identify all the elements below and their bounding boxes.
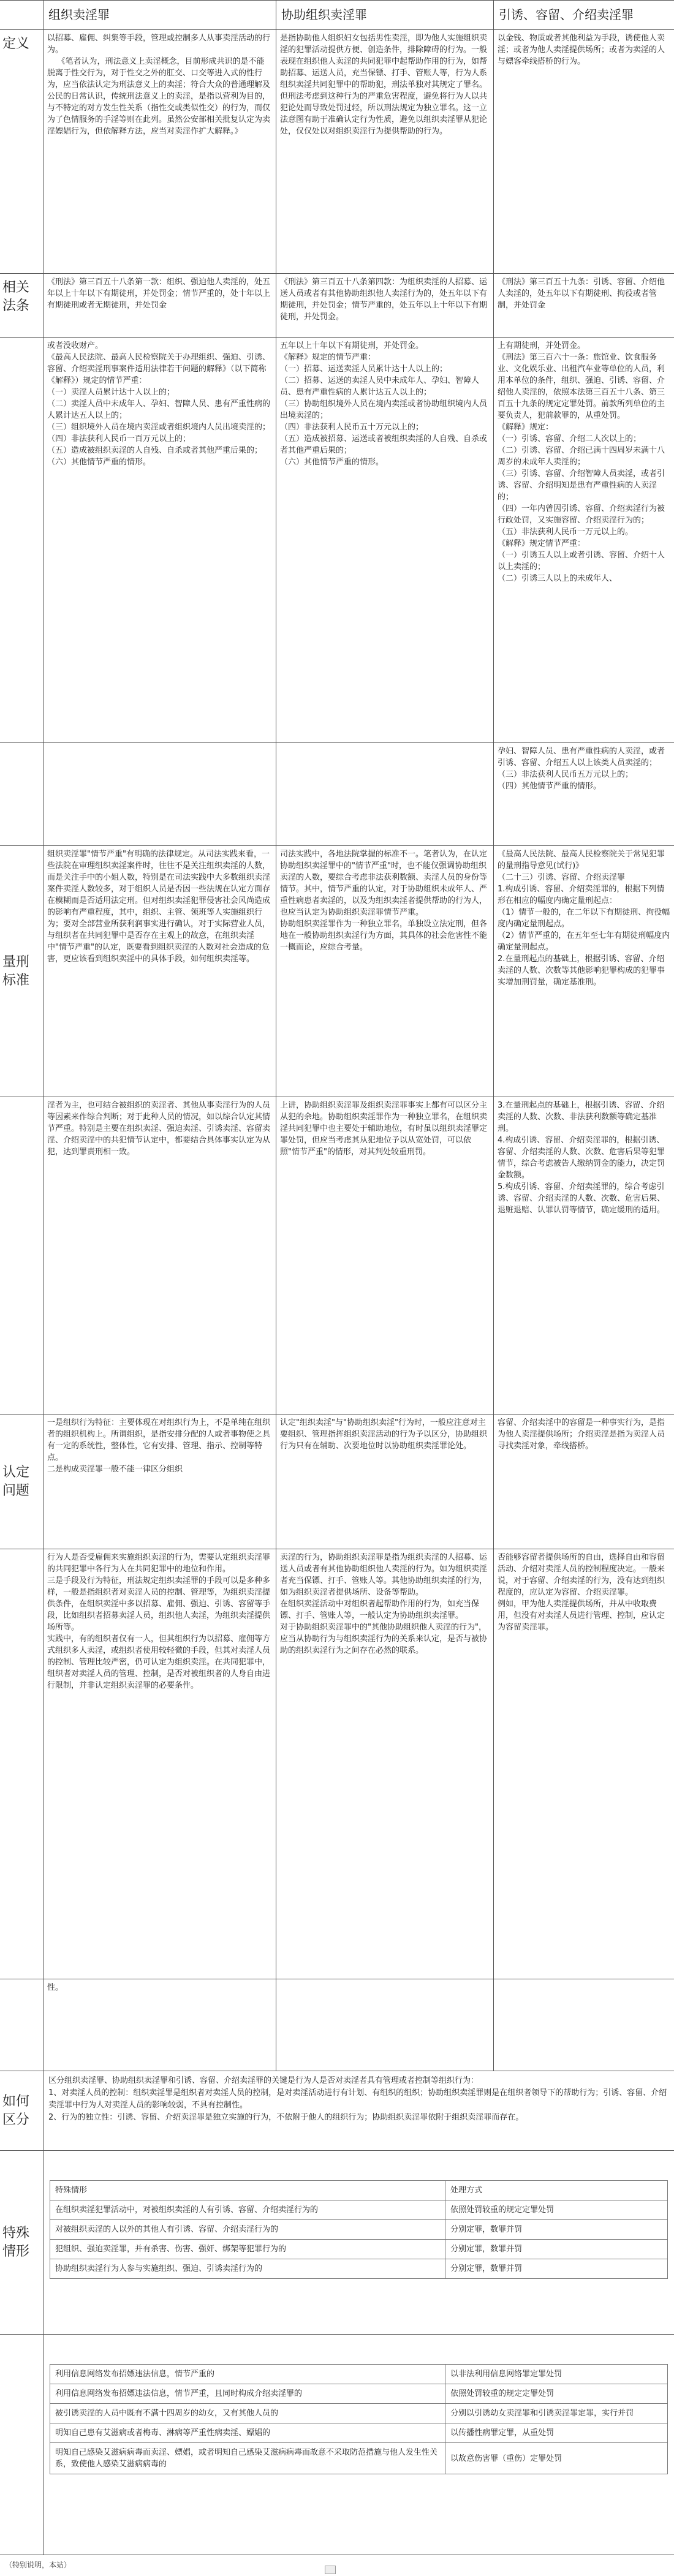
table-row bbox=[50, 2220, 668, 2240]
special-handling: 分别定罪，数罪并罚 bbox=[445, 2240, 668, 2259]
identification-organize-2: 行为人是否受雇佣来实施组织卖淫的行为，需要认定组织卖淫罪的共同犯罪中各行为人在共同犯罪中的地位和作用。 三是手段及行为特征，刑法规定组织卖淫罪的手段可以是多种多样，一般是指组织者对卖淫人员的控制、管理等，为组织卖淫提供条件，在组织卖淫中多以招募、雇佣、强迫、引诱、容留等手段，比如组织者招募卖淫人员，组织他人卖淫，为组织卖淫提供场所等。 实践中，有的组织者仅有一人，但其组织行为以招募、雇佣等方式组织多人卖淫，或组织者使用较轻微的手段，但其对卖淫人员的控制、管理比较严密，仍可认定为组织卖淫。在共同犯罪中，组织者对卖淫人员的管理、控制，是否对被组织者的人身自由进行限制，并非认定组织卖淫罪的必要条件。 bbox=[43, 1549, 276, 1979]
header-assist-organize: 协助组织卖淫罪 bbox=[276, 1, 493, 29]
law-detail-organize: 或者没收财产。 《最高人民法院、最高人民检察院关于办理组织、强迫、引诱、容留、介绍卖淫刑事案件适用法律若干问题的解释》（以下简称《解释》）规定的情节严重： （一）卖淫人员累计达十人以上的； （二）卖淫人员中未成年人、孕妇、智障人员、患有严重性病的人累计达五人以上的； （三）组织境外人员在境内卖淫或者组织境内人员出境卖淫的； （四）非法获利人民币一百万元以上的； （五）造成被组织卖淫的人自残、自杀或者其他严重后果的； （六）其他情节严重的情形。 bbox=[43, 338, 276, 742]
special-th-case: 特殊情形 bbox=[50, 2181, 445, 2200]
special-table-wrap bbox=[43, 2151, 674, 2334]
identification-assist: 认定"组织卖淫"与"协助组织卖淫"行为时，一般应注意对主要组织、管理指挥组织卖淫活动的行为予以区分，协助组织行为只有在辅助、次要地位时以协助组织卖淫罪论处。 bbox=[276, 1415, 493, 1549]
header-organize-prostitution: 组织卖淫罪 bbox=[43, 1, 276, 29]
special-case: 利用信息网络发布招嫖违法信息，情节严重，且同时构成介绍卖淫罪的 bbox=[50, 2384, 445, 2404]
definition-assist: 是指协助他人组织妇女包括男性卖淫，即为他人实施组织卖淫的犯罪活动提供方便、创造条件，排除障碍的行为。一般表现在组织他人卖淫的共同犯罪中起帮助作用的行为，如帮助招募、运送人员，充当保镖、打手、管账人等，行为人系组织卖淫共同犯罪中的帮助犯，刑法单独对其规定了罪名。但刑法考虑到这种行为的严重危害程度，避免将行为人以共犯论处而导致处罚过轻，所以刑法规定为独立罪名。这一立法意图有助于准确认定行为性质，避免以组织卖淫罪从犯论处，仅仅处以对组织卖淫行为提供帮助的行为。 bbox=[276, 30, 493, 273]
special-handling: 以传播性病罪定罪，从重处罚 bbox=[445, 2423, 668, 2443]
special-case: 协助组织卖淫行为人参与实施组织、强迫、引诱卖淫行为的 bbox=[50, 2259, 445, 2279]
special-handling: 分别定罪，数罪并罚 bbox=[445, 2259, 668, 2279]
special-handling: 以故意伤害罪（重伤）定罪处罚 bbox=[445, 2443, 668, 2474]
sentencing-lure-2: 3.在量刑起点的基础上，根据引诱、容留、介绍卖淫的人数、次数、非法获利数额等确定基准刑。 4.构成引诱、容留、介绍卖淫罪的，根据引诱、容留、介绍卖淫的人数、次数、危害后果等犯罪情节，综合考虑被告人缴纳罚金的能力，决定罚金数额。 5.构成引诱、容留、介绍卖淫罪的，综合考虑引诱、容留、介绍卖淫的人数、次数、危害后果、退赃退赔、认罪认罚等情节，确定缓刑的适用。 bbox=[493, 1097, 674, 1414]
identification-organize: 一是组织行为特征：主要体现在对组织行为上，不是单纯在组织者的组织机构上。所谓组织，是指安排分配的人或者事物使之具有一定的系统性，整体性，它有安排、管理、指示、控制等特点。 二是构成卖淫罪一般不能一律区分组织 bbox=[43, 1415, 276, 1549]
special-case: 被引诱卖淫的人员中既有不满十四周岁的幼女，又有其他人员的 bbox=[50, 2404, 445, 2423]
law-detail-row-2 bbox=[0, 742, 674, 845]
special-case: 利用信息网络发布招嫖违法信息，情节严重的 bbox=[50, 2365, 445, 2384]
law-detail-label bbox=[0, 338, 43, 742]
special-case: 明知自己患有艾滋病或者梅毒、淋病等严重性病卖淫、嫖娼的 bbox=[50, 2423, 445, 2443]
law-label: 相关法条 bbox=[2, 280, 30, 314]
table-row bbox=[50, 2443, 668, 2474]
footer-note: （特别说明，本站） bbox=[5, 2561, 72, 2569]
special-row-2 bbox=[0, 2334, 674, 2555]
law-detail-row bbox=[0, 337, 674, 742]
special-label: 特殊情形 bbox=[2, 2225, 30, 2259]
distinguish-text: 区分组织卖淫罪、协助组织卖淫罪和引诱、容留、介绍卖淫罪的关键是行为人是否对卖淫者具有管理或者控制等组织行为： 1、对卖淫人员的控制：组织卖淫罪是组织者对卖淫人员的控制，是对卖淫活动进行有计划、有组织的组织；协助组织卖淫罪则是在组织者领导下的帮助行为；引诱、容留、介绍卖淫罪中行为人对卖淫人员的影响较弱，不具有控制性。 2、行为的独立性：引诱、容留、介绍卖淫罪是独立实施的行为，不依附于他人的组织行为；协助组织卖淫罪依附于组织卖淫罪而存在。 bbox=[43, 2071, 674, 2150]
sentencing-row-2 bbox=[0, 1097, 674, 1414]
law-detail-organize-2 bbox=[43, 743, 276, 845]
identification-row bbox=[0, 1414, 674, 1549]
identification-lure-2: 否能够容留者提供场所的自由，选择自由和容留活动、介绍对卖淫人员的控制程度决定。一般来说，对于容留、介绍卖淫的行为，没有达到组织程度的，应认定为容留、介绍卖淫罪。 例如，甲为他人卖淫提供场所，并从中收取费用，但没有对卖淫人员进行管理、控制，应认定为容留卖淫罪。 bbox=[493, 1549, 674, 1979]
law-assist: 《刑法》第三百五十八条第四款：为组织卖淫的人招募、运送人员或者有其他协助组织他人卖淫行为的，处五年以下有期徒刑，并处罚金；情节严重的，处五年以上十年以下有期徒刑，并处罚金。 bbox=[276, 274, 493, 337]
identification-label-3 bbox=[0, 1979, 43, 2071]
identification-assist-3 bbox=[276, 1979, 493, 2071]
table-row bbox=[50, 2200, 668, 2220]
sentencing-row bbox=[0, 845, 674, 1097]
identification-lure: 容留、介绍卖淫中的容留是一种事实行为，是指为他人卖淫提供场所；介绍卖淫是指为卖淫人员寻找卖淫对象，牵线搭桥。 bbox=[493, 1415, 674, 1549]
table-row bbox=[50, 2259, 668, 2279]
sentencing-assist: 司法实践中，各地法院掌握的标准不一。笔者认为，在认定协助组织卖淫罪中的"情节严重"时，也不能仅强调协助组织卖淫的人数，要综合考虑非法获利数额、卖淫人员的身份等情节。其中，情节严重的认定，对于协助组织未成年人、严重性病患者卖淫的，以及为组织卖淫者提供帮助的行为人，也应当认定为协助组织卖淫罪情节严重。 协助组织卖淫罪作为一种独立罪名，单独设立法定刑，但各地在一般协助组织卖淫行为方面，其具体的社会危害性不能一概而论，应综合考量。 bbox=[276, 846, 493, 1097]
table-row bbox=[50, 2240, 668, 2259]
sentencing-organize-2: 淫者为主，也可结合被组织的卖淫者、其他从事卖淫行为的人员等因素来作综合判断；对于此种人员的情况，如以综合认定其情节严重。特别是主要在组织卖淫、强迫卖淫、引诱卖淫、容留卖淫、介绍卖淫中的共犯情节认定中，都要结合具体事实认定为从犯，达到罪责刑相一致。 bbox=[43, 1097, 276, 1414]
special-table-header bbox=[50, 2181, 668, 2200]
special-row bbox=[0, 2150, 674, 2334]
special-table bbox=[50, 2180, 668, 2279]
special-table-2 bbox=[50, 2364, 668, 2474]
header-corner bbox=[0, 1, 43, 29]
identification-row-3 bbox=[0, 1979, 674, 2071]
horizontal-scroll-handle[interactable] bbox=[325, 2566, 336, 2574]
law-detail-assist-2 bbox=[276, 743, 493, 845]
sentencing-lure: 《最高人民法院、最高人民检察院关于常见犯罪的量刑指导意见(试行)》 （二十三）引诱、容留、介绍卖淫罪 1.构成引诱、容留、介绍卖淫罪的，根据下列情形在相应的幅度内确定量刑起点： （1）情节一般的，在二年以下有期徒刑、拘役幅度内确定量刑起点。 （2）情节严重的，在五年至七年有期徒刑幅度内确定量刑起点。 2.在量刑起点的基础上，根据引诱、容留、介绍卖淫的人数、次数等其他影响犯罪构成的犯罪事实增加刑罚量，确定基准刑。 bbox=[493, 846, 674, 1097]
law-lure: 《刑法》第三百五十九条：引诱、容留、介绍他人卖淫的，处五年以下有期徒刑、拘役或者管制，并处罚金 bbox=[493, 274, 674, 337]
identification-assist-2: 卖淫的行为，协助组织卖淫罪是指为组织卖淫的人招募、运送人员或者有其他协助组织他人卖淫的行为。如为组织卖淫者充当保镖、打手、管账人等。其他协助组织卖淫的行为，如为组织卖淫者提供场所、设备等帮助。 在组织卖淫活动中对组织者起帮助作用的行为，如充当保镖、打手、管账人等，一般认定为协助组织卖淫罪。 对于协助组织卖淫罪中的"其他协助组织他人卖淫的行为"，应当从协助行为与组织卖淫行为的关系来认定，是否与被协助的组织卖淫行为之间存在必然的联系。 bbox=[276, 1549, 493, 1979]
definition-label: 定义 bbox=[2, 36, 30, 51]
law-organize: 《刑法》第三百五十八条第一款：组织、强迫他人卖淫的，处五年以上十年以下有期徒刑，并处罚金；情节严重的，处十年以上有期徒刑或者无期徒刑，并处罚金 bbox=[43, 274, 276, 337]
special-case: 对被组织卖淫的人以外的其他人有引诱、容留、介绍卖淫行为的 bbox=[50, 2220, 445, 2240]
special-handling: 分别定罪，数罪并罚 bbox=[445, 2220, 668, 2240]
identification-lure-3 bbox=[493, 1979, 674, 2071]
law-detail-lure-2: 孕妇、智障人员、患有严重性病的人卖淫，或者引诱、容留、介绍五人以上该类人员卖淫的； （三）非法获利人民币五万元以上的； （四）其他情节严重的情形。 bbox=[493, 743, 674, 845]
sentencing-label: 量刑标准 bbox=[2, 954, 30, 988]
special-handling: 以非法利用信息网络罪定罪处罚 bbox=[445, 2365, 668, 2384]
table-row bbox=[50, 2365, 668, 2384]
sentencing-organize: 组织卖淫罪"情节严重"有明确的法律规定。从司法实践来看，一些法院在审理组织卖淫案件时，往往不是关注组织卖淫的人数，而是关注手中的小姐人数，特别是在司法实践中大多数组织卖淫案件卖淫人数较多，对于组织人员是否因一些法规在认定方面存在模糊而是否适用法定刑。但对组织卖淫犯罪侵害社会风尚造成的影响有严重程度，其中，组织、主管、领班等人实施组织行为；要对全部营业所获利润事实进行确认，对于实际营业人员，与组织者在共同犯罪中是否存在主观上的故意，在组织卖淫中"情节严重"的认定，既要看到组织卖淫的人数对社会造成的危害，更应该看到组织卖淫中的具体手段，如何组织卖淫等。 bbox=[43, 846, 276, 1097]
sentencing-label-2 bbox=[0, 1097, 43, 1414]
special-handling: 依照处罚较重的规定定罪处罚 bbox=[445, 2200, 668, 2220]
definition-row bbox=[0, 29, 674, 273]
table-row bbox=[50, 2384, 668, 2404]
distinguish-row bbox=[0, 2071, 674, 2150]
special-label-2 bbox=[0, 2335, 43, 2555]
identification-row-2 bbox=[0, 1549, 674, 1979]
distinguish-label: 如何区分 bbox=[2, 2093, 30, 2128]
header-lure-harbor-introduce: 引诱、容留、介绍卖淫罪 bbox=[493, 1, 674, 29]
law-detail-lure: 上有期徒刑，并处罚金。 《刑法》第三百六十一条：旅馆业、饮食服务业、文化娱乐业、出租汽车业等单位的人员，利用本单位的条件，组织、强迫、引诱、容留、介绍他人卖淫的，依照本法第三百五十八条、第三百五十九条的规定定罪处罚。前款所列单位的主要负责人，犯前款罪的，从重处罚。 《解释》规定： （一）引诱、容留、介绍二人次以上的； （二）引诱、容留、介绍已满十四周岁未满十八周岁的未成年人卖淫的； （三）引诱、容留、介绍智障人员卖淫，或者引诱、容留、介绍明知是患有严重性病的人卖淫的； （四）一年内曾因引诱、容留、介绍卖淫行为被行政处罚，又实施容留、介绍卖淫行为的； （五）非法获利人民币一万元以上的。 《解释》规定情节严重： （一）引诱五人以上或者引诱、容留、介绍十人以上卖淫的； （二）引诱三人以上的未成年人、 bbox=[493, 338, 674, 742]
identification-organize-3: 性。 bbox=[43, 1979, 276, 2071]
special-th-handling: 处理方式 bbox=[445, 2181, 668, 2200]
table-row bbox=[50, 2404, 668, 2423]
law-detail-label-2 bbox=[0, 743, 43, 845]
special-case: 明知自己感染艾滋病病毒而卖淫、嫖娼，或者明知自己感染艾滋病病毒而故意不采取防范措施与他人发生性关系，致使他人感染艾滋病病毒的 bbox=[50, 2443, 445, 2474]
identification-label-2 bbox=[0, 1549, 43, 1979]
law-detail-assist: 五年以上十年以下有期徒刑，并处罚金。 《解释》规定的情节严重： （一）招募、运送卖淫人员累计达十人以上的； （二）招募、运送的卖淫人员中未成年人、孕妇、智障人员、患有严重性病的人累计达五人以上的； （三）协助组织境外人员在境内卖淫或者协助组织境内人员出境卖淫的； （四）非法获利人民币五十万元以上的； （五）造成被招募、运送或者被组织卖淫的人自残、自杀或者其他严重后果的； （六）其他情节严重的情形。 bbox=[276, 338, 493, 742]
identification-label: 认定问题 bbox=[2, 1464, 30, 1498]
special-table-wrap-2 bbox=[43, 2335, 674, 2555]
table-row bbox=[50, 2423, 668, 2443]
table-header-row bbox=[0, 0, 674, 29]
law-row bbox=[0, 273, 674, 337]
sentencing-assist-2: 上讲，协助组织卖淫罪及组织卖淫罪事实上都有可以区分主从犯的余地。协助组织卖淫罪作为一种独立罪名，在组织卖淫共同犯罪中也主要处于辅助地位，有时虽以组织卖淫罪定罪处罚，但应当考虑其从犯地位予以从宽处罚，可以依照"情节严重"的情形，对其判处较重刑罚。 bbox=[276, 1097, 493, 1414]
special-handling: 依照处罚较重的规定定罪处罚 bbox=[445, 2384, 668, 2404]
special-case: 犯组织、强迫卖淫罪，并有杀害、伤害、强奸、绑架等犯罪行为的 bbox=[50, 2240, 445, 2259]
definition-organize: 以招募、雇佣、纠集等手段，管理或控制多人从事卖淫活动的行为。 《笔者认为，刑法意义上卖淫概念，目前形成共识的是不能脱离于性交行为，对于性交之外的肛交、口交等进入式的性行为，应当依法认定为刑法意义上的卖淫；符合大众的普通理解及公民的日常认识，传统刑法意义上的卖淫，是指以营利为目的，与不特定的对方发生性关系（指性交或类似性交）的行为，而仅为了色情服务的手淫等则在此列。虽然公安部相关批复认定为卖淫嫖娼行为，但依解释方法，应当对卖淫作扩大解释。》 bbox=[43, 30, 276, 273]
special-handling: 分别以引诱幼女卖淫罪和引诱卖淫罪定罪，实行并罚 bbox=[445, 2404, 668, 2423]
definition-lure: 以金钱、物质或者其他利益为手段，诱使他人卖淫；或者为他人卖淫提供场所；或者为卖淫的人与嫖客牵线搭桥的行为。 bbox=[493, 30, 674, 273]
special-case: 在组织卖淫犯罪活动中，对被组织卖淫的人有引诱、容留、介绍卖淫行为的 bbox=[50, 2200, 445, 2220]
